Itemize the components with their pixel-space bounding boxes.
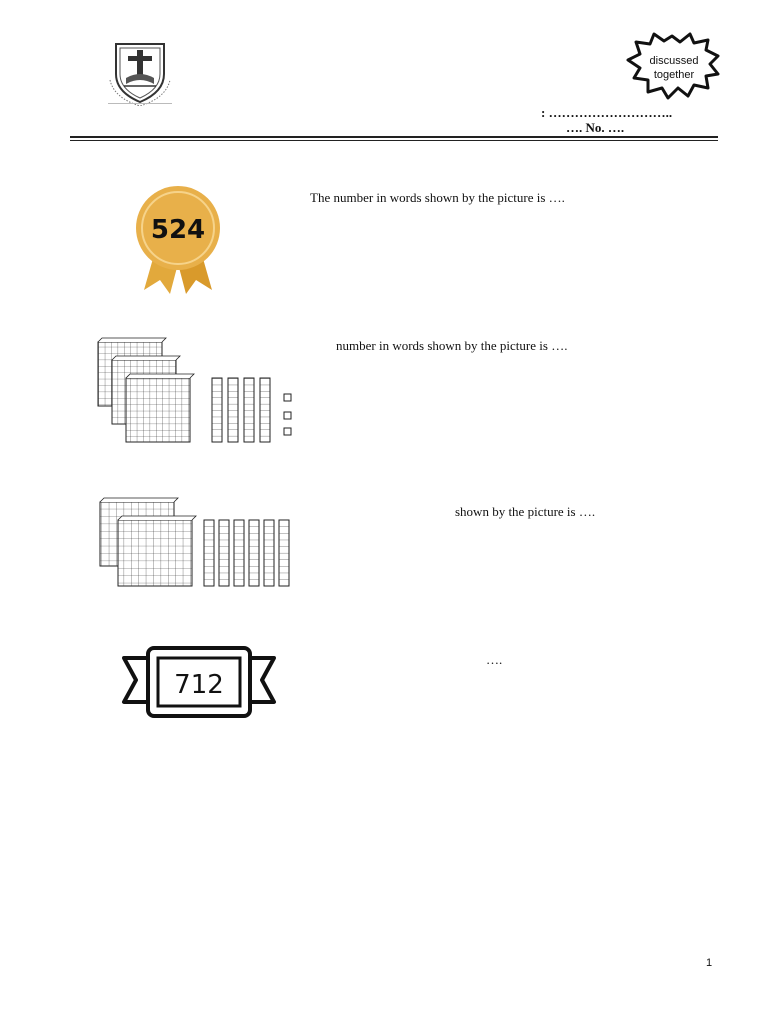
question-4-text: …. xyxy=(486,652,503,667)
question-1-text: The number in words shown by the picture is …. xyxy=(310,190,565,205)
one-cube xyxy=(284,428,291,435)
hundred-flat xyxy=(126,374,194,442)
ten-rod xyxy=(228,378,238,442)
medal-number: 524 xyxy=(150,215,206,245)
question-3-text: shown by the picture is …. xyxy=(455,504,596,519)
ten-rod xyxy=(212,378,222,442)
ten-rod xyxy=(204,520,214,586)
ten-rod xyxy=(234,520,244,586)
ten-rod xyxy=(244,378,254,442)
page-number: 1 xyxy=(706,957,713,969)
hundred-flat xyxy=(118,516,196,586)
ten-rod xyxy=(279,520,289,586)
ten-rod xyxy=(219,520,229,586)
banner-712-image xyxy=(118,640,280,724)
logo-underline xyxy=(108,103,172,104)
stamp-line-2: together xyxy=(653,69,695,81)
one-cube xyxy=(284,412,291,419)
number-field-line: …. No. …. xyxy=(566,120,625,135)
stamp-line-1: discussed xyxy=(649,55,699,67)
question-2-text: number in words shown by the picture is …. xyxy=(336,338,568,353)
name-field-line: : ……………………….. xyxy=(541,105,673,120)
header-rule-thin xyxy=(70,140,718,141)
ten-rod xyxy=(260,378,270,442)
ten-rod xyxy=(249,520,259,586)
ten-rod xyxy=(264,520,274,586)
banner-number: 712 xyxy=(174,670,224,700)
base-ten-blocks-1 xyxy=(92,334,304,450)
header-rule-thick xyxy=(70,136,718,138)
one-cube xyxy=(284,394,291,401)
discussed-together-stamp xyxy=(624,30,720,102)
base-ten-blocks-2 xyxy=(94,494,300,590)
school-logo xyxy=(108,40,172,106)
medal-524-image xyxy=(126,186,230,298)
